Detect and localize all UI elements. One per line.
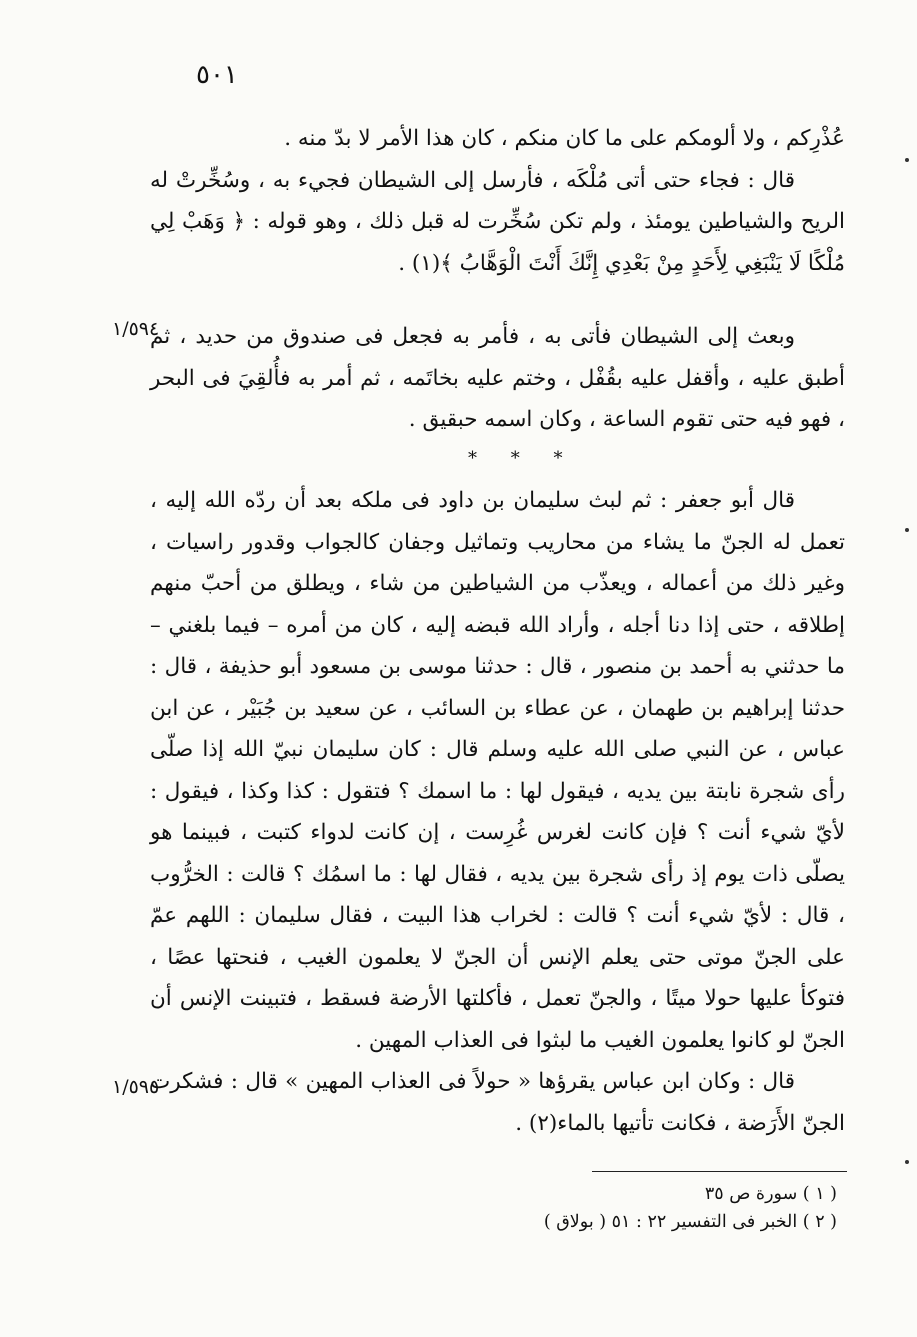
paragraph-termite: قال : وكان ابن عباس يقرؤها « حولاً فى العذاب المهين » قال : فشكرت الجنّ الأَرَضة ، فكانت تأتيها بالماء(٢) . (150, 1069, 845, 1136)
page-number: ٥٠١ (196, 60, 238, 90)
margin-reference-595: ١/٥٩٥ (112, 1076, 160, 1098)
footnote-divider (592, 1171, 847, 1172)
section-separator: * * * (468, 448, 577, 469)
footnotes (400, 1180, 837, 1236)
paragraph-devil-chest: وبعث إلى الشيطان فأتى به ، فأمر به فجعل فى صندوق من حديد ، ثم أطبق عليه ، وأقفل عليه بقُفْل ، وختم عليه بخاتَمه ، ثم أمر به فأُلقِيَ فى البحر ، فهو فيه حتى تقوم الساعة ، وكان اسمه حبقيق . (150, 324, 845, 432)
paragraph-sulaiman-death: قال أبو جعفر : ثم لبث سليمان بن داود فى ملكه بعد أن ردّه الله إليه ، تعمل له الجنّ ما يشاء من محاريب وتماثيل وجفان كالجواب وقدور راسيات ، وغير ذلك من أعماله ، ويعذّب من الشياطين من شاء ، ويطلق من أحبّ منهم إطلاقه ، حتى إذا دنا أجله ، وأراد الله قبضه إليه ، كان من أمره – فيما بلغني – ما حدثني به أحمد بن منصور ، قال : حدثنا موسى بن مسعود أبو حذيفة ، قال : حدثنا إبراهيم بن طهمان ، عن عطاء بن السائب ، عن سعيد بن جُبَيْر ، عن ابن عباس ، عن النبي صلى الله عليه وسلم قال : كان سليمان نبيّ الله إذا صلّى رأى شجرة نابتة بين يديه ، فيقول لها : ما اسمك ؟ فتقول : كذا وكذا ، فيقول : لأيّ شيء أنت ؟ فإن كانت لغرس غُرِست ، إن كانت لدواء كتبت ، فبينما هو يصلّى ذات يوم إذ رأى شجرة بين يديه ، فقال لها : ما اسمُك ؟ قالت : الخرُّوب ، قال : لأيّ شيء أنت ؟ قالت : لخراب هذا البيت ، فقال سليمان : اللهم عمّ على الجنّ موتى حتى يعلم الإنس أن الجنّ لا يعلمون الغيب ، فنحتها عصًا ، فتوكأ عليها حولا ميتًا ، والجنّ تعمل ، فأكلتها الأرضة فسقط ، فتبينت الإنس أن الجنّ لو كانوا يعلمون الغيب ما لبثوا فى العذاب المهين . (150, 488, 846, 1053)
paragraph-excuse: عُذْرِكم ، ولا ألومكم على ما كان منكم ، كان هذا الأمر لا بدّ منه . (284, 126, 845, 151)
top-passage (150, 118, 845, 284)
passage-594 (150, 316, 845, 441)
main-passage (150, 480, 845, 1144)
paragraph-kingdom: قال : فجاء حتى أتى مُلْكَه ، فأرسل إلى الشيطان فجيء به ، وسُخِّرتْ له الريح والشياطين يومئذ ، ولم تكن سُخِّرت له قبل ذلك ، وهو قوله : ﴿ وَهَبْ لِي مُلْكًا لَا يَنْبَغِي لِأَحَدٍ مِنْ بَعْدِي إِنَّكَ أَنْتَ الْوَهَّابُ ﴾(١) . (150, 167, 845, 276)
footnote-1: ( ١ ) سورة ص ٣٥ (704, 1184, 837, 1204)
scan-speck (905, 158, 909, 162)
scan-speck (905, 528, 909, 532)
scan-speck (905, 1160, 909, 1164)
footnote-2: ( ٢ ) الخبر فى التفسير ٢٢ : ٥١ ( بولاق ) (543, 1212, 837, 1232)
margin-reference-594: ١/٥٩٤ (112, 318, 160, 340)
